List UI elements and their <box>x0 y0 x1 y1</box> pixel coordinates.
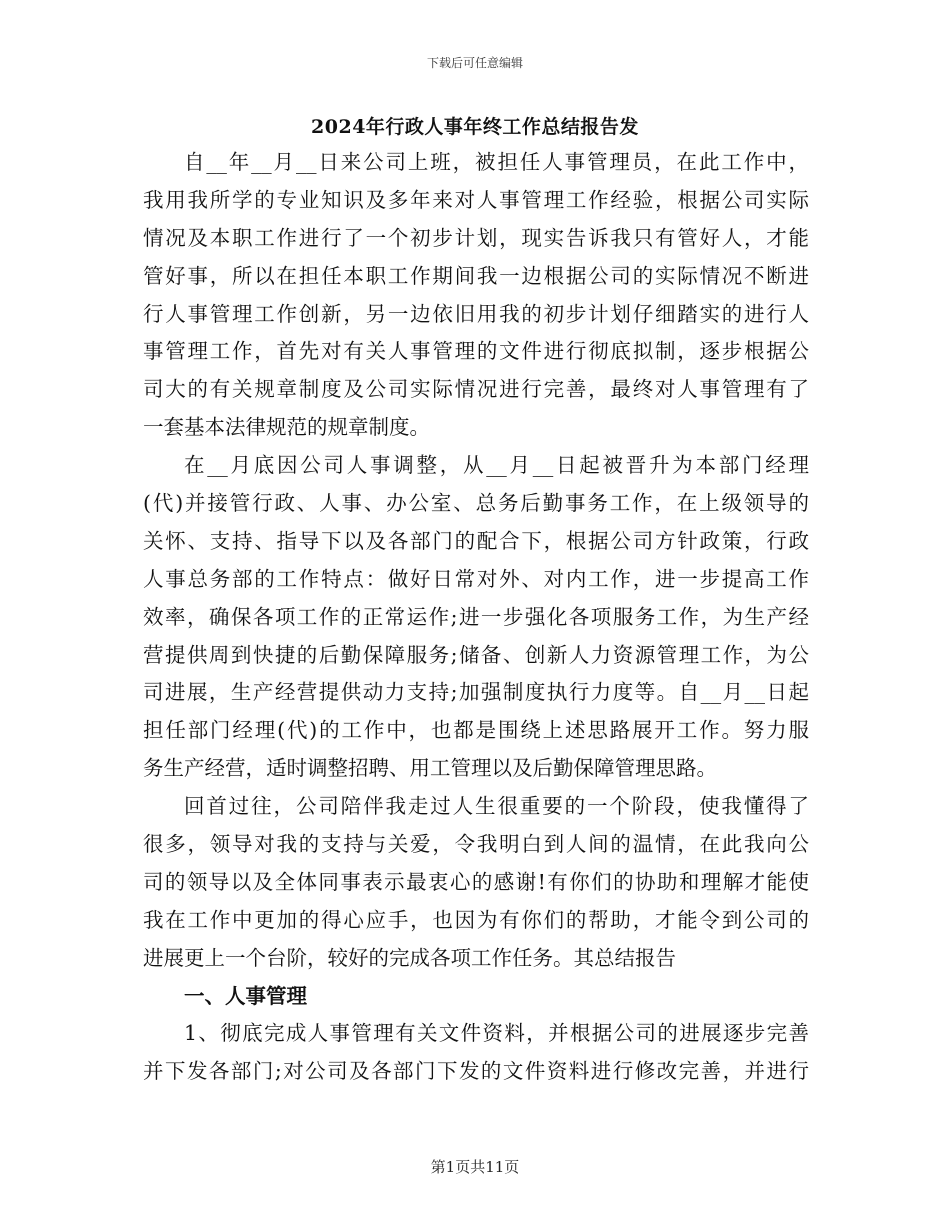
paragraph-line: 人事总务部的工作特点：做好日常对外、对内工作，进一步提高工作 <box>143 566 809 591</box>
paragraph-line: 务生产经营，适时调整招聘、用工管理以及后勤保障管理思路。 <box>143 756 717 781</box>
paragraph-line: 司进展，生产经营提供动力支持;加强制度执行力度等。自__月__日起 <box>143 680 809 705</box>
paragraph-line: 司大的有关规章制度及公司实际情况进行完善，最终对人事管理有了 <box>143 377 809 402</box>
paragraph-line: 情况及本职工作进行了一个初步计划，现实告诉我只有管好人，才能 <box>143 225 809 250</box>
paragraph-line: 行人事管理工作创新，另一边依旧用我的初步计划仔细踏实的进行人 <box>143 301 809 326</box>
document-title: 2024年行政人事年终工作总结报告发 <box>311 116 639 138</box>
paragraph-line: 在__月底因公司人事调整，从__月__日起被晋升为本部门经理 <box>184 453 809 478</box>
paragraph-line: 效率，确保各项工作的正常运作;进一步强化各项服务工作，为生产经 <box>143 604 809 629</box>
paragraph-line: 关怀、支持、指导下以及各部门的配合下，根据公司方针政策，行政 <box>143 528 809 553</box>
paragraph-line: 担任部门经理(代)的工作中，也都是围绕上述思路展开工作。努力服 <box>143 718 809 743</box>
paragraph-line: 一套基本法律规范的规章制度。 <box>143 415 430 440</box>
page-number-footer: 第1页共11页 <box>430 1158 520 1176</box>
paragraph-line: 进展更上一个台阶，较好的完成各项工作任务。其总结报告 <box>143 945 676 970</box>
paragraph-line: 我在工作中更加的得心应手，也因为有你们的帮助，才能令到公司的 <box>143 907 809 932</box>
paragraph-line: 事管理工作，首先对有关人事管理的文件进行彻底拟制，逐步根据公 <box>143 339 809 364</box>
paragraph-line: 并下发各部门;对公司及各部门下发的文件资料进行修改完善，并进行 <box>143 1059 809 1084</box>
paragraph-line: 1、彻底完成人事管理有关文件资料，并根据公司的进展逐步完善 <box>184 1021 809 1046</box>
paragraph-line: 自__年__月__日来公司上班，被担任人事管理员，在此工作中， <box>184 150 809 174</box>
paragraph-line: 营提供周到快捷的后勤保障服务;储备、创新人力资源管理工作，为公 <box>143 642 809 667</box>
section-heading: 一、人事管理 <box>184 983 307 1008</box>
document-body <box>143 144 809 1091</box>
paragraph-line: (代)并接管行政、人事、办公室、总务后勤事务工作，在上级领导的 <box>143 491 809 516</box>
paragraph-line: 管好事，所以在担任本职工作期间我一边根据公司的实际情况不断进 <box>143 263 809 288</box>
page-header-note: 下载后可任意编辑 <box>426 56 523 70</box>
paragraph-line: 我用我所学的专业知识及多年来对人事管理工作经验，根据公司实际 <box>143 187 809 212</box>
paragraph-line: 很多，领导对我的支持与关爱，令我明白到人间的温情，在此我向公 <box>143 832 809 857</box>
paragraph-line: 司的领导以及全体同事表示最衷心的感谢!有你们的协助和理解才能使 <box>143 869 809 894</box>
paragraph-line: 回首过往，公司陪伴我走过人生很重要的一个阶段，使我懂得了 <box>184 794 809 819</box>
